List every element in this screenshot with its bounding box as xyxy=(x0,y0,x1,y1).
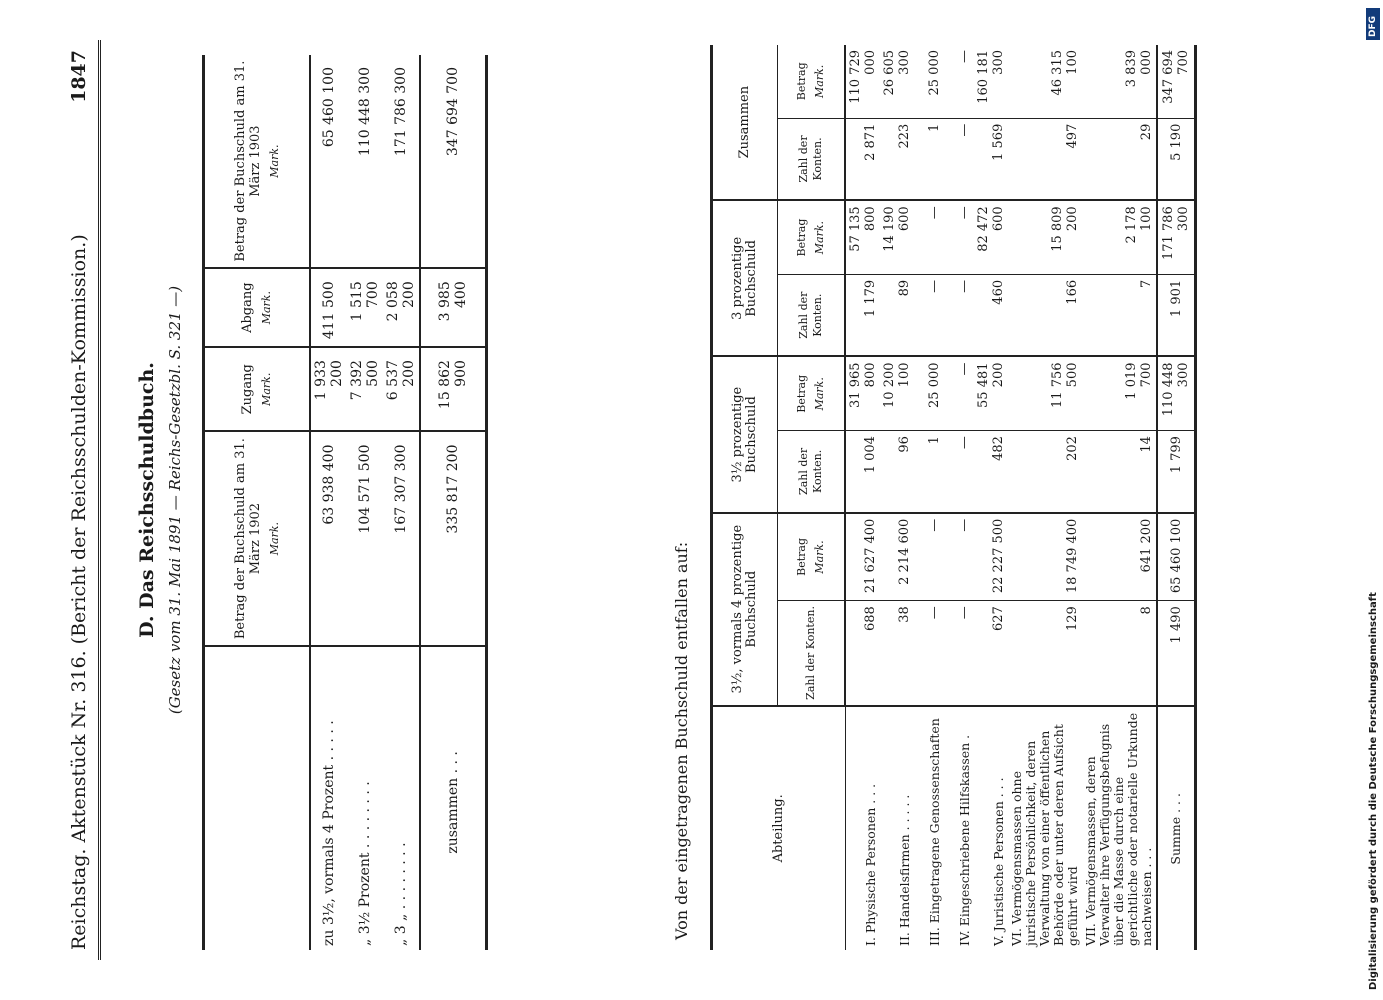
cell: 10 200 100 xyxy=(880,356,914,430)
cell: 110 729 000 xyxy=(845,45,880,118)
table-row xyxy=(310,55,347,950)
cell: 14 190 600 xyxy=(880,200,914,274)
total-cell: 347 694 700 xyxy=(1157,45,1196,118)
cell: 55 481 200 xyxy=(974,356,1008,430)
count-header: Zahl der Konten. xyxy=(778,118,846,200)
total-cell: 110 448 300 xyxy=(1157,356,1196,430)
cell: — xyxy=(914,200,944,274)
total-cell: 347 694 700 xyxy=(420,55,487,268)
group-header: 3½, vormals 4 prozentige Buchschuld xyxy=(712,513,778,706)
table-row xyxy=(383,55,420,950)
cell: 82 472 600 xyxy=(974,200,1008,274)
row-label: IV. Eingeschriebene Hilfskassen . xyxy=(957,734,972,946)
total-cell: 15 862 900 xyxy=(420,347,487,431)
cell: 1 019 700 xyxy=(1082,356,1157,430)
header-title: Reichstag. Aktenstück Nr. 316. (Bericht der Reichsschulden-Kommission.) xyxy=(68,234,90,950)
total-cell: 65 460 100 xyxy=(1157,513,1196,601)
cell: — xyxy=(944,601,974,706)
table-header-row xyxy=(204,55,311,950)
table-row xyxy=(974,45,1008,950)
cell: — xyxy=(914,274,944,356)
cell: 57 135 800 xyxy=(845,200,880,274)
amount-header: Betrag Mark. xyxy=(778,45,846,118)
total-cell: 5 190 xyxy=(1157,118,1196,200)
cell: 166 xyxy=(1008,274,1082,356)
cell: 129 xyxy=(1008,601,1082,706)
amount-header: Betrag Mark. xyxy=(778,513,846,601)
cell: 1 004 xyxy=(845,431,880,513)
cell: — xyxy=(914,513,944,601)
cell: 2 214 600 xyxy=(880,513,914,601)
group-header-row xyxy=(712,45,778,950)
total-cell: 1 901 xyxy=(1157,274,1196,356)
cell: 223 xyxy=(880,118,914,200)
cell: 7 392 500 xyxy=(347,347,383,431)
cell: 1 179 xyxy=(845,274,880,356)
cell: 14 xyxy=(1082,431,1157,513)
cell: 171 786 300 xyxy=(383,55,420,268)
breakdown-table xyxy=(710,45,1197,950)
total-cell: 335 817 200 xyxy=(420,432,487,646)
cell: — xyxy=(944,45,974,118)
group-header: Zusammen xyxy=(712,45,778,200)
cell: — xyxy=(944,356,974,430)
table-row xyxy=(845,45,880,950)
row-label: VII. Vermögensmassen, deren Verwalter ihre Verfügungsbefugnis über die Masse durch eine gerichtliche oder notarielle Urkunde nachweisen . . . xyxy=(1083,712,1154,946)
count-header: Zahl der Konten. xyxy=(778,274,846,356)
amount-header: Betrag Mark. xyxy=(778,356,846,430)
cell: 89 xyxy=(880,274,914,356)
cell: 497 xyxy=(1008,118,1082,200)
row-label: V. Juristische Personen . . . xyxy=(991,777,1006,946)
cell: 11 756 500 xyxy=(1008,356,1082,430)
cell: 1 xyxy=(914,118,944,200)
column-header: Abgang Mark. xyxy=(204,268,311,347)
total-cell: 3 985 400 xyxy=(420,268,487,347)
cell: 15 809 200 xyxy=(1008,200,1082,274)
cell: 25 000 xyxy=(914,45,944,118)
row-label: II. Handelsfirmen . . . . . xyxy=(897,794,912,946)
row-label-header xyxy=(204,646,311,950)
cell: 22 227 500 xyxy=(974,513,1008,601)
cell: 110 448 300 xyxy=(347,55,383,268)
column-header: Zugang Mark. xyxy=(204,347,311,431)
table-row xyxy=(880,45,914,950)
cell: — xyxy=(944,118,974,200)
total-row xyxy=(1157,45,1196,950)
total-cell: 1 799 xyxy=(1157,431,1196,513)
cell: 8 xyxy=(1082,601,1157,706)
breakdown-body xyxy=(845,45,1196,950)
abteilung-header: Abteilung. xyxy=(712,706,846,950)
table-row xyxy=(914,45,944,950)
rotated-sheet xyxy=(50,40,1330,960)
cell: — xyxy=(944,200,974,274)
cell: 1 933 200 xyxy=(310,347,347,431)
cell: — xyxy=(944,513,974,601)
cell: 167 307 300 xyxy=(383,432,420,646)
cell: 482 xyxy=(974,431,1008,513)
cell: 202 xyxy=(1008,431,1082,513)
cell: 1 xyxy=(914,431,944,513)
row-label: zu 3½, vormals 4 Prozent . . . . . xyxy=(321,720,337,946)
cell: 2 058 200 xyxy=(383,268,420,347)
header-rule xyxy=(98,40,101,960)
cell: 460 xyxy=(974,274,1008,356)
total-cell: 171 786 300 xyxy=(1157,200,1196,274)
cell: 3 839 000 xyxy=(1082,45,1157,118)
cell: 21 627 400 xyxy=(845,513,880,601)
cell: 18 749 400 xyxy=(1008,513,1082,601)
digitization-credit: Digitalisierung gefördert durch die Deutsche Forschungsgemeinschaft xyxy=(1368,592,1379,990)
dfg-logo: DFG xyxy=(1366,8,1380,40)
row-label: „ 3 „ . . . . . . . . xyxy=(393,842,409,946)
count-header: Zahl der Konten. xyxy=(778,431,846,513)
group-header: 3 prozentige Buchschuld xyxy=(712,200,778,356)
cell: 2 178 100 xyxy=(1082,200,1157,274)
section-subtitle: (Gesetz vom 31. Mai 1891 — Reichs-Gesetzbl. S. 321 —) xyxy=(166,285,184,715)
table-row xyxy=(347,55,383,950)
cell: 641 200 xyxy=(1082,513,1157,601)
cell: — xyxy=(914,601,944,706)
cell: — xyxy=(944,431,974,513)
cell: 2 871 xyxy=(845,118,880,200)
cell: 688 xyxy=(845,601,880,706)
cell: 1 569 xyxy=(974,118,1008,200)
row-label: „ 3½ Prozent . . . . . . . . xyxy=(357,781,373,946)
cell: 63 938 400 xyxy=(310,432,347,646)
page-number: 1847 xyxy=(68,50,90,103)
cell: 160 181 300 xyxy=(974,45,1008,118)
amount-header: Betrag Mark. xyxy=(778,200,846,274)
cell: 6 537 200 xyxy=(383,347,420,431)
cell: 31 965 800 xyxy=(845,356,880,430)
cell: 46 315 100 xyxy=(1008,45,1082,118)
total-label: Summe . . . xyxy=(1157,706,1196,950)
row-label: III. Eingetragene Genossenschaften xyxy=(927,718,942,946)
cell: 29 xyxy=(1082,118,1157,200)
table-row xyxy=(1008,45,1082,950)
row-label: VI. Vermögensmassen ohne juristische Persönlichkeit, deren Verwaltung von einer öffentlichen Behörde oder unter deren Aufsicht geführt wird xyxy=(1009,724,1080,946)
cell: 1 515 700 xyxy=(347,268,383,347)
column-header: Betrag der Buchschuld am 31. März 1902 Mark. xyxy=(204,432,311,646)
cell: 96 xyxy=(880,431,914,513)
cell: 26 605 300 xyxy=(880,45,914,118)
intro-text: Von der eingetragenen Buchschuld entfallen auf: xyxy=(672,541,691,940)
cell: 65 460 100 xyxy=(310,55,347,268)
section-title: D. Das Reichsschuldbuch. xyxy=(136,362,158,638)
group-header: 3½ prozentige Buchschuld xyxy=(712,356,778,512)
table-row xyxy=(944,45,974,950)
running-header xyxy=(60,40,100,960)
count-header: Zahl der Konten. xyxy=(778,601,846,706)
book-debt-table xyxy=(202,55,488,950)
total-row xyxy=(420,55,487,950)
cell: 38 xyxy=(880,601,914,706)
total-label: zusammen . . . xyxy=(420,646,487,950)
row-label: I. Physische Personen . . . xyxy=(863,783,878,946)
total-cell: 1 490 xyxy=(1157,601,1196,706)
cell: 104 571 500 xyxy=(347,432,383,646)
cell: 411 500 xyxy=(310,268,347,347)
cell: 7 xyxy=(1082,274,1157,356)
cell: 627 xyxy=(974,601,1008,706)
cell: — xyxy=(944,274,974,356)
column-header: Betrag der Buchschuld am 31. März 1903 Mark. xyxy=(204,55,311,268)
table-row xyxy=(1082,45,1157,950)
cell: 25 000 xyxy=(914,356,944,430)
